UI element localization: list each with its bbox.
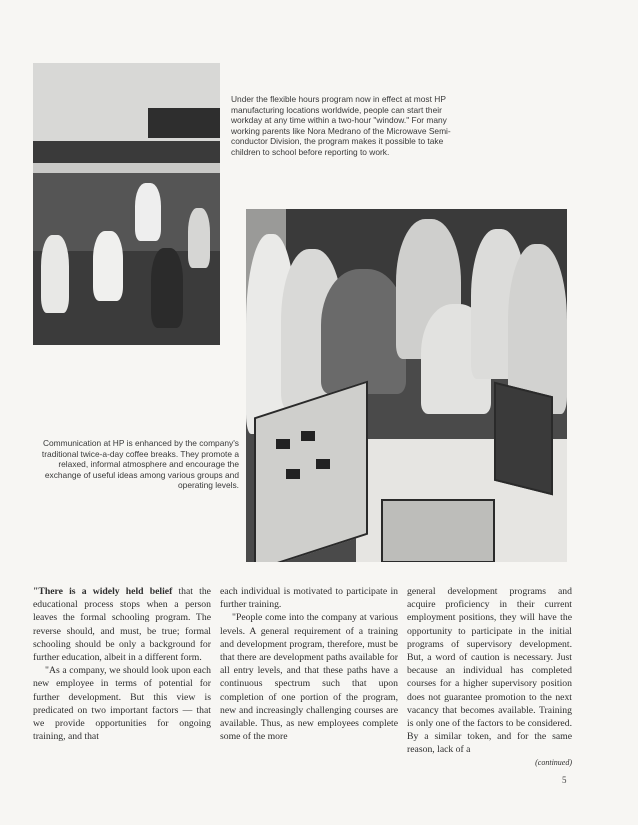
article-column-3 (407, 585, 572, 769)
photo-chip (301, 431, 315, 441)
photo-chip (316, 459, 330, 469)
article-paragraph: each individual is motivated to participate in further training. (220, 586, 398, 611)
photo-child (135, 183, 161, 241)
article-paragraph: that the educational process stops when a person leaves the formal schooling program. The reverse should, and must, be true; formal schooling should be only a background for further education, albeit in a different form. (33, 586, 211, 664)
photo-circuit-board (494, 382, 553, 496)
article-paragraph: "People come into the company at various levels. A general requirement of a training and development program, therefore, must be that there are development paths available for all entry levels, and that these paths have a continuous spectrum such that upon completion of one portion of the program, new and increasingly challenging courses are available. Thus, as new employees complete some of the more (220, 612, 398, 743)
article-column-2 (220, 585, 398, 743)
photo-caption-coffee-breaks: Communication at HP is enhanced by the company's traditional twice-a-day coffee breaks. They promote a relaxed, informal atmosphere and encourage the exchange of useful ideas among various groups and operating levels. (41, 438, 239, 491)
schoolyard-photo (33, 63, 220, 345)
coffee-break-photo (246, 209, 567, 562)
photo-child (151, 248, 183, 328)
photo-roof-peak (148, 108, 220, 138)
article-paragraph: general development programs and acquire proficiency in their current employment positions, they will have the opportunity to participate in the initial programs of supervisory development. But, a word of caution is necessary. Just because an individual has completed courses for a higher supervisory position does not guarantee promotion to the next vacancy that becomes available. Training is only one of the factors to be considered. By a similar token, and for the same reason, lack of a (407, 586, 572, 756)
photo-chip (276, 439, 290, 449)
photo-caption-flexible-hours: Under the flexible hours program now in effect at most HP manufacturing locations worldwide, people can start their workday at any time within a two-hour "window." For many working parents like Nora Medrano of the Microwave Semi-conductor Division, the program makes it possible to take children to school before reporting to work. (231, 94, 451, 157)
photo-roof (33, 141, 220, 163)
continued-note: (continued) (535, 757, 572, 767)
article-lead-in: "There is a widely held belief (33, 586, 173, 597)
page-number: 5 (562, 775, 567, 785)
photo-child (188, 208, 210, 268)
photo-circuit-board (381, 499, 495, 562)
photo-eave (33, 163, 220, 173)
photo-chip (286, 469, 300, 479)
photo-child (41, 235, 69, 313)
article-paragraph: "As a company, we should look upon each new employee in terms of potential for further development. But this view is predicated on two important factors — that we provide opportunities for ongoing training, and that (33, 665, 211, 743)
photo-child (93, 231, 123, 301)
photo-person (321, 269, 406, 394)
article-column-1 (33, 585, 211, 743)
